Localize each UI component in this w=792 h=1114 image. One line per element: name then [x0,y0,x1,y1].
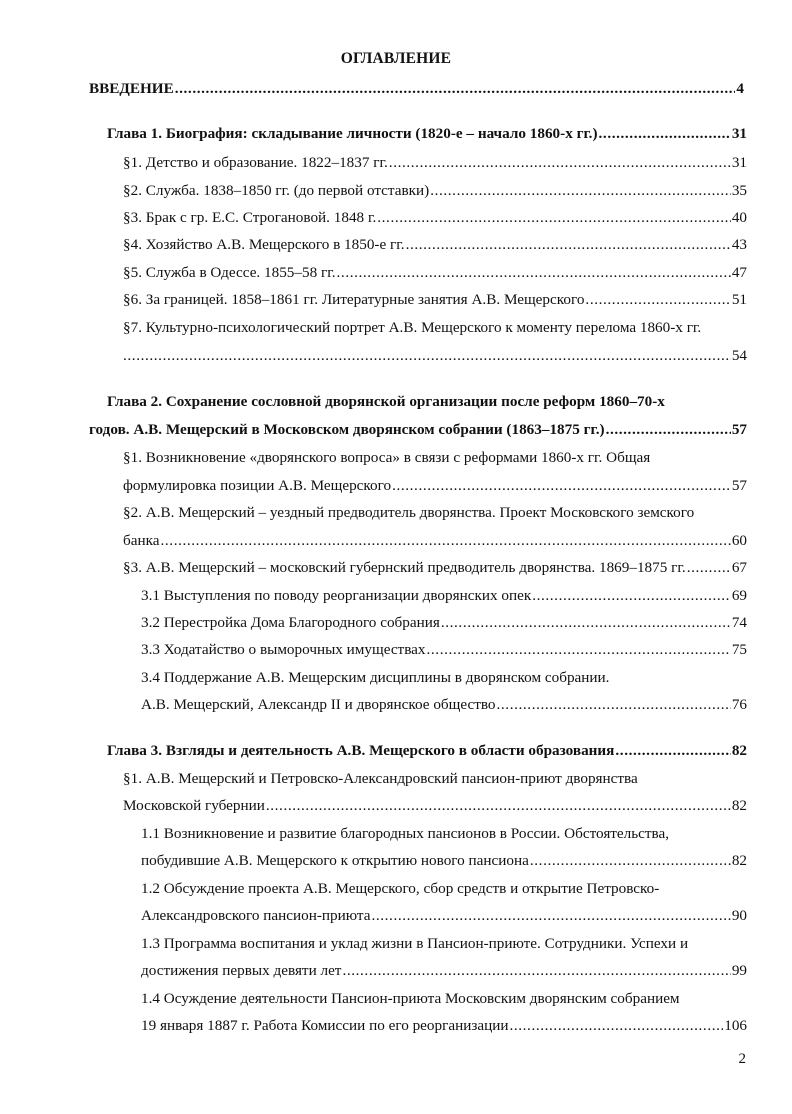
toc-entry-page: 76 [731,696,747,713]
toc-leader-dots [123,347,731,365]
toc-entry-page: 60 [731,532,747,549]
toc-entry-title: §4. Хозяйство А.В. Мещерского в 1850-е гг. [123,236,405,253]
toc-entry-title: §3. Брак с гр. Е.С. Строгановой. 1848 г. [123,209,377,226]
toc-entry-ch3-ss12[interactable] [141,907,747,925]
toc-leader-dots [392,477,731,495]
toc-entry-page: 74 [731,614,747,631]
toc-entry-ch1-s7-title[interactable]: §7. Культурно-психологический портрет А.В. Мещерского к моменту перелома 1860-х гг. [123,319,702,336]
toc-entry-page: 67 [731,559,747,576]
toc-entry-title: §2. Служба. 1838–1850 гг. (до первой отставки) [123,182,430,199]
toc-entry-ch3-ss11-title[interactable]: 1.1 Возникновение и развитие благородных пансионов в России. Обстоятельства, [141,825,670,842]
toc-entry-ch2-s1[interactable] [123,477,747,495]
toc-entry-page: 82 [731,852,747,869]
toc-leader-dots [430,182,731,200]
toc-leader-dots [687,559,731,577]
toc-entry-ch2-ss33[interactable] [141,641,747,659]
toc-leader-dots [175,80,736,98]
toc-entry-ch3-s1-title[interactable]: §1. А.В. Мещерский и Петровско-Александровский пансион-приют дворянства [123,770,638,787]
toc-entry-title: 3.2 Перестройка Дома Благородного собрания [141,614,440,631]
toc-heading: ОГЛАВЛЕНИЕ [340,50,452,67]
toc-entry-ch2-ss32[interactable] [141,614,747,632]
toc-entry-title: §1. Детство и образование. 1822–1837 гг. [123,154,388,171]
toc-entry-page: 4 [736,80,744,97]
toc-entry-chapter-1[interactable] [107,125,747,143]
toc-entry-title: годов. А.В. Мещерский в Московском дворянском собрании (1863–1875 гг.) [89,421,605,438]
toc-entry-page: 90 [731,907,747,924]
toc-entry-title: §6. За границей. 1858–1861 гг. Литературные занятия А.В. Мещерского [123,291,585,308]
toc-entry-ch3-ss11[interactable] [141,852,747,870]
toc-entry-title: достижения первых девяти лет [141,962,342,979]
toc-entry-ch3-s1[interactable] [123,797,747,815]
toc-entry-title: Александровского пансион-приюта [141,907,371,924]
toc-entry-ch3-ss13-title[interactable]: 1.3 Программа воспитания и уклад жизни в Пансион-приюте. Сотрудники. Успехи и [141,935,689,952]
toc-entry-ch2-ss34[interactable] [141,696,747,714]
toc-entry-title: формулировка позиции А.В. Мещерского [123,477,392,494]
toc-entry-ch2-s2-title[interactable]: §2. А.В. Мещерский – уездный предводитель дворянства. Проект Московского земского [123,504,695,521]
toc-entry-ch3-ss13[interactable] [141,962,747,980]
toc-entry-introduction[interactable] [89,80,744,98]
toc-leader-dots [532,587,731,605]
toc-entry-title: А.В. Мещерский, Александр II и дворянское общество [141,696,496,713]
toc-entry-ch3-ss14[interactable] [141,1017,747,1035]
toc-entry-title: 19 января 1887 г. Работа Комиссии по его реорганизации [141,1017,509,1034]
toc-leader-dots [427,641,731,659]
toc-leader-dots [337,264,731,282]
toc-leader-dots [406,236,731,254]
toc-leader-dots [530,852,731,870]
toc-entry-ch1-s2[interactable] [123,182,747,200]
toc-entry-ch1-s6[interactable] [123,291,747,309]
toc-entry-page: 54 [731,347,747,364]
toc-entry-chapter-2[interactable] [89,421,747,439]
toc-leader-dots [371,907,730,925]
toc-entry-page: 35 [731,182,747,199]
page-number: 2 [738,1051,746,1067]
toc-entry-page: 40 [731,209,747,226]
toc-leader-dots [585,291,730,309]
toc-entry-page: 106 [724,1017,747,1034]
toc-leader-dots [389,154,731,172]
toc-entry-ch2-s1-title[interactable]: §1. Возникновение «дворянского вопроса» в связи с реформами 1860-х гг. Общая [123,449,651,466]
toc-leader-dots [599,125,731,143]
toc-entry-title: 3.1 Выступления по поводу реорганизации дворянских опек [141,587,532,604]
toc-leader-dots [377,209,731,227]
toc-entry-title: Московской губернии [123,797,265,814]
toc-entry-page: 57 [731,421,747,438]
toc-entry-ch3-ss14-title[interactable]: 1.4 Осуждение деятельности Пансион-приюта Московским дворянским собранием [141,990,680,1007]
toc-entry-page: 75 [731,641,747,658]
toc-entry-page: 99 [731,962,747,979]
toc-entry-title: Глава 1. Биография: складывание личности (1820-е – начало 1860-х гг.) [107,125,598,142]
toc-leader-dots [342,962,730,980]
toc-leader-dots [606,421,731,439]
toc-entry-ch1-s7[interactable] [123,347,747,365]
toc-entry-chapter-2-title[interactable]: Глава 2. Сохранение сословной дворянской организации после реформ 1860–70-х [107,393,665,410]
toc-entry-ch3-ss12-title[interactable]: 1.2 Обсуждение проекта А.В. Мещерского, сбор средств и открытие Петровско- [141,880,660,897]
toc-entry-page: 51 [731,291,747,308]
toc-entry-page: 69 [731,587,747,604]
toc-entry-ch1-s1[interactable] [123,154,747,172]
toc-entry-page: 31 [731,154,747,171]
toc-entry-page: 82 [731,742,747,759]
toc-leader-dots [161,532,731,550]
toc-entry-page: 43 [731,236,747,253]
toc-entry-page: 31 [731,125,747,142]
toc-entry-page: 82 [731,797,747,814]
toc-entry-ch2-s2[interactable] [123,532,747,550]
toc-entry-title: банка [123,532,160,549]
toc-entry-page: 47 [731,264,747,281]
toc-leader-dots [266,797,731,815]
toc-entry-title: §3. А.В. Мещерский – московский губернский предводитель дворянства. 1869–1875 гг. [123,559,686,576]
toc-entry-page: 57 [731,477,747,494]
toc-leader-dots [509,1017,723,1035]
toc-entry-ch2-ss31[interactable] [141,587,747,605]
toc-entry-ch2-ss34-title[interactable]: 3.4 Поддержание А.В. Мещерским дисциплины в дворянском собрании. [141,669,610,686]
toc-leader-dots [441,614,731,632]
toc-entry-ch2-s3[interactable] [123,559,747,577]
toc-entry-ch1-s3[interactable] [123,209,747,227]
toc-entry-ch1-s4[interactable] [123,236,747,254]
toc-entry-title: ВВЕДЕНИЕ [89,80,174,97]
toc-entry-title: побудившие А.В. Мещерского к открытию нового пансиона [141,852,529,869]
toc-entry-title: 3.3 Ходатайство о выморочных имуществах [141,641,426,658]
toc-entry-ch1-s5[interactable] [123,264,747,282]
toc-leader-dots [615,742,730,760]
toc-entry-title: §5. Служба в Одессе. 1855–58 гг. [123,264,336,281]
toc-entry-chapter-3[interactable] [107,742,747,760]
toc-leader-dots [497,696,731,714]
toc-entry-title: Глава 3. Взгляды и деятельность А.В. Мещерского в области образования [107,742,615,759]
